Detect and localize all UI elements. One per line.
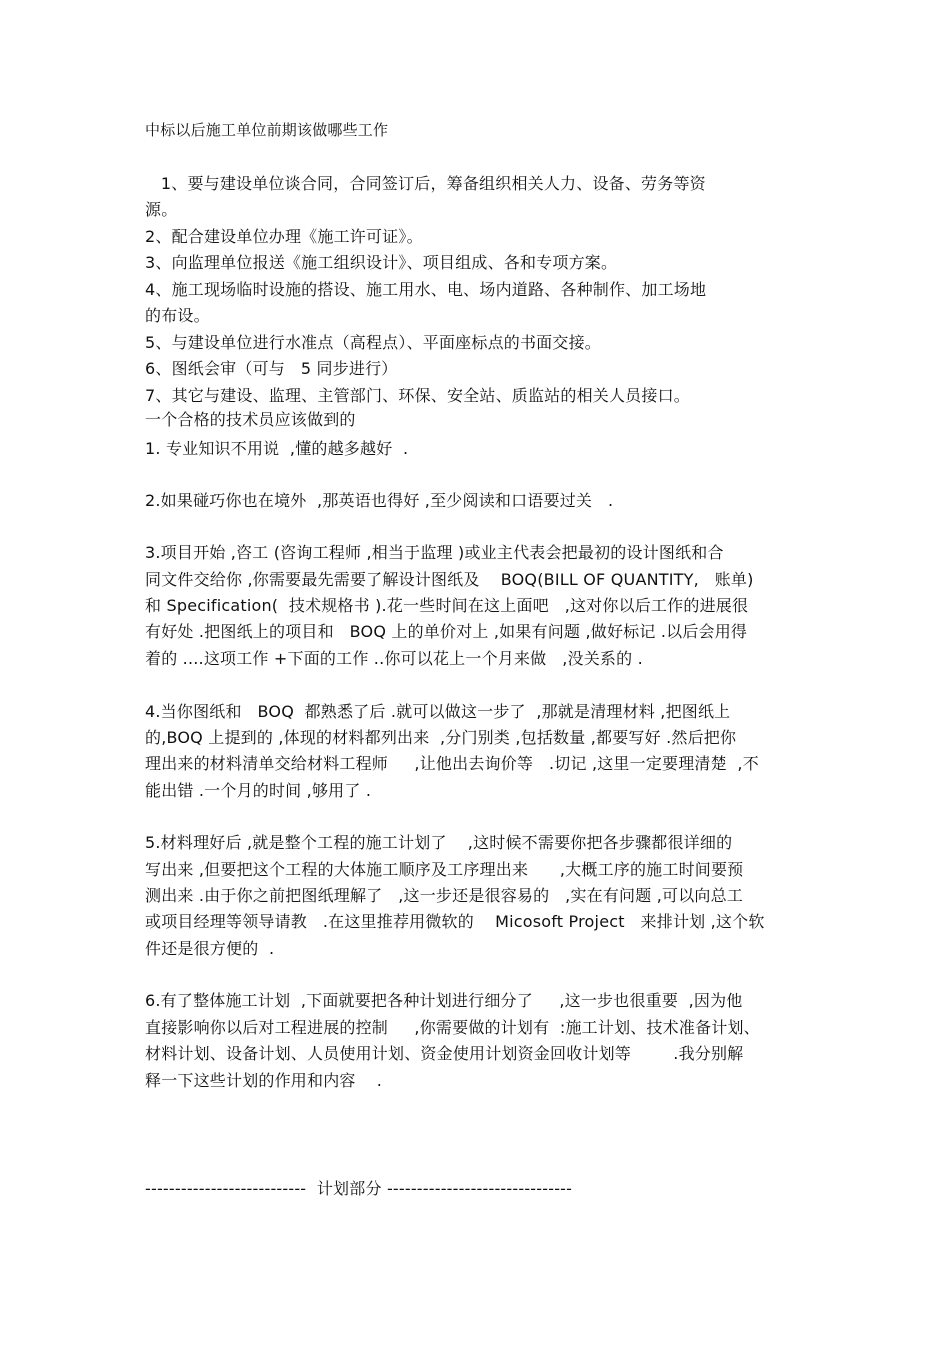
paragraph-line: 理出来的材料清单交给材料工程师 ,让他出去询价等 .切记 ,这里一定要理清楚 ,不 (145, 754, 759, 773)
paragraph-line: 着的 ....这项工作 +下面的工作 ..你可以花上一个月来做 ,没关系的 . (145, 649, 643, 668)
paragraph-line: 释一下这些计划的作用和内容 . (145, 1071, 383, 1090)
paragraph-line: 测出来 .由于你之前把图纸理解了 ,这一步还是很容易的 ,实在有问题 ,可以向总工 (145, 886, 744, 905)
document-title: 中标以后施工单位前期该做哪些工作 (145, 121, 389, 139)
paragraph-line: 6、图纸会审（可与 5 同步进行） (145, 359, 398, 378)
paragraph-line: 有好处 .把图纸上的项目和 BOQ 上的单价对上 ,如果有问题 ,做好标记 .以后会用得 (145, 622, 748, 641)
paragraph-line: 1. 专业知识不用说 ,懂的越多越好 . (145, 439, 409, 458)
paragraph-line: 同文件交给你 ,你需要最先需要了解设计图纸及 BOQ(BILL OF QUANTITY, 账单) (145, 570, 754, 589)
paragraph-line: 件还是很方便的 . (145, 939, 275, 958)
paragraph-line: 和 Specification( 技术规格书 ).花一些时间在这上面吧 ,这对你以后工作的进展很 (145, 596, 749, 615)
paragraph-line: 5、与建设单位进行水准点（高程点）、平面座标点的书面交接。 (145, 333, 601, 352)
paragraph-line: 材料计划、设备计划、人员使用计划、资金使用计划资金回收计划等 .我分别解 (145, 1044, 744, 1063)
paragraph-line: 4、施工现场临时设施的搭设、施工用水、电、场内道路、各种制作、加工场地 (145, 280, 707, 299)
paragraph-line: 7、其它与建设、监理、主管部门、环保、安全站、质监站的相关人员接口。 (145, 386, 690, 405)
paragraph-line: 1、要与建设单位谈合同，合同签订后，筹备组织相关人力、设备、劳务等资 (145, 174, 706, 193)
paragraph-line: 直接影响你以后对工程进展的控制 ,你需要做的计划有 :施工计划、技术准备计划、 (145, 1018, 760, 1037)
section-divider: --------------------------- 计划部分 ------------------------------- (145, 1179, 573, 1198)
paragraph-line: 的布设。 (145, 306, 210, 325)
paragraph-line: 2、配合建设单位办理《施工许可证》。 (145, 227, 423, 246)
paragraph-line: 4.当你图纸和 BOQ 都熟悉了后 .就可以做这一步了 ,那就是清理材料 ,把图纸上 (145, 702, 731, 721)
paragraph-line: 2.如果碰巧你也在境外 ,那英语也得好 ,至少阅读和口语要过关 . (145, 491, 614, 510)
paragraph-line: 3.项目开始 ,咨工 (咨询工程师 ,相当于监理 )或业主代表会把最初的设计图纸和合 (145, 543, 724, 562)
paragraph-line: 能出错 .一个月的时间 ,够用了 . (145, 781, 372, 800)
paragraph-line: 6.有了整体施工计划 ,下面就要把各种计划进行细分了 ,这一步也很重要 ,因为他 (145, 991, 743, 1010)
paragraph-line: 5.材料理好后 ,就是整个工程的施工计划了 ,这时候不需要你把各步骤都很详细的 (145, 833, 733, 852)
paragraph-line: 写出来 ,但要把这个工程的大体施工顺序及工序理出来 ,大概工序的施工时间要预 (145, 860, 744, 879)
paragraph-line: 或项目经理等领导请教 .在这里推荐用微软的 Micosoft Project 来排计划 ,这个软 (145, 912, 765, 931)
paragraph-line: 一个合格的技术员应该做到的 (145, 410, 356, 429)
paragraph-line: 3、向监理单位报送《施工组织设计》、项目组成、各和专项方案。 (145, 253, 618, 272)
paragraph-line: 的,BOQ 上提到的 ,体现的材料都列出来 ,分门别类 ,包括数量 ,都要写好 .然后把你 (145, 728, 737, 747)
paragraph-line: 源。 (145, 200, 178, 219)
